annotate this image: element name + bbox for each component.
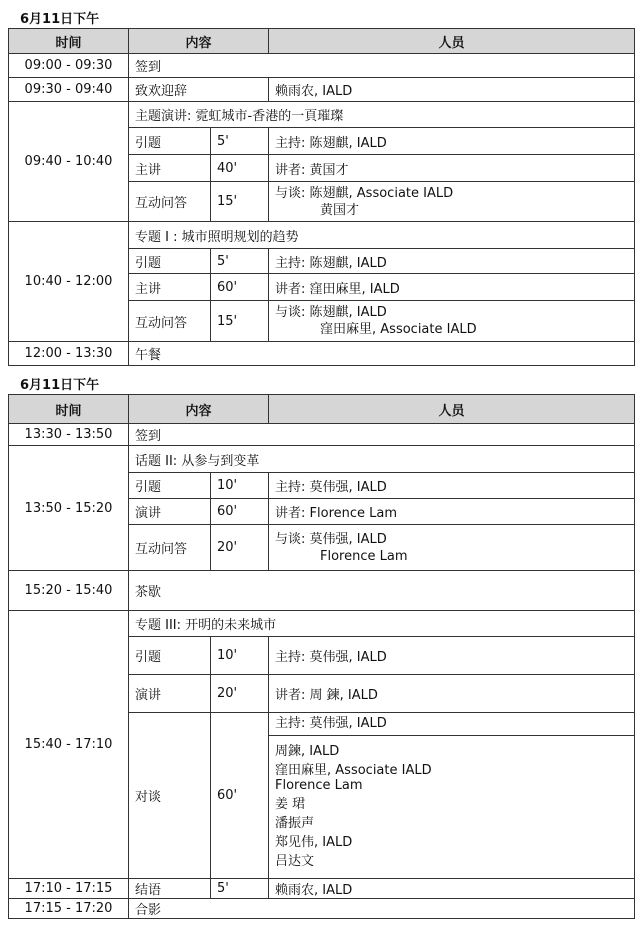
item-cell: 引题 xyxy=(129,249,211,274)
people-cell: 主持: 陈翅麒, IALD xyxy=(269,128,635,155)
panel-list xyxy=(269,736,634,869)
people-cell xyxy=(269,301,635,342)
content-cell: 合影 xyxy=(129,899,635,919)
item-cell: 演讲 xyxy=(129,675,211,713)
schedule-table-afternoon xyxy=(8,394,635,919)
duration-cell: 5' xyxy=(211,128,269,155)
block-title-cell: 专题 I : 城市照明规划的趋势 xyxy=(129,222,635,249)
table-row xyxy=(9,899,635,919)
schedule-table-morning xyxy=(8,28,635,366)
item-cell: 互动问答 xyxy=(129,525,211,571)
table-row xyxy=(9,78,635,102)
section-title: 6月11日下午 xyxy=(20,12,100,27)
content-cell: 签到 xyxy=(129,54,635,78)
item-cell: 引题 xyxy=(129,128,211,155)
duration-cell: 60' xyxy=(211,274,269,301)
time-cell: 17:10 - 17:15 xyxy=(9,879,129,899)
duration-cell: 5' xyxy=(211,249,269,274)
content-cell: 签到 xyxy=(129,424,635,446)
table-header-row xyxy=(9,395,635,424)
people-cell: 讲者: 周 鍊, IALD xyxy=(269,675,635,713)
time-cell: 09:30 - 09:40 xyxy=(9,78,129,102)
content-header: 内容 xyxy=(129,29,269,54)
duration-cell: 10' xyxy=(211,637,269,675)
table-row xyxy=(9,571,635,611)
item-cell: 结语 xyxy=(129,879,211,899)
people-cell: 赖雨农, IALD xyxy=(269,879,635,899)
people-line: 窪田麻里, Associate IALD xyxy=(320,322,477,337)
people-cell: 讲者: 黄国才 xyxy=(269,155,635,182)
table-row xyxy=(9,879,635,899)
people-line: 与谈: 陈翅麒, Associate IALD xyxy=(275,185,454,201)
people-line: 与谈: 莫伟强, IALD xyxy=(275,531,387,547)
duration-cell: 5' xyxy=(211,879,269,899)
people-cell xyxy=(269,182,635,222)
panelist: Florence Lam xyxy=(275,778,363,793)
time-cell: 13:50 - 15:20 xyxy=(9,446,129,571)
time-cell: 17:15 - 17:20 xyxy=(9,899,129,919)
content-header: 内容 xyxy=(129,395,269,424)
duration-cell: 15' xyxy=(211,182,269,222)
time-cell: 15:40 - 17:10 xyxy=(9,611,129,879)
people-cell: 讲者: 窪田麻里, IALD xyxy=(269,274,635,301)
content-cell: 午餐 xyxy=(129,342,635,366)
time-header: 时间 xyxy=(9,29,129,54)
time-cell: 15:20 - 15:40 xyxy=(9,571,129,611)
people-cell: 赖雨农, IALD xyxy=(269,78,635,102)
item-cell: 演讲 xyxy=(129,499,211,525)
people-cell: 主持: 莫伟强, IALD xyxy=(269,637,635,675)
people-cell: 讲者: Florence Lam xyxy=(269,499,635,525)
time-cell: 12:00 - 13:30 xyxy=(9,342,129,366)
table-header-row xyxy=(9,29,635,54)
content-cell: 致欢迎辞 xyxy=(129,78,269,102)
block-title-cell: 话题 II: 从参与到变革 xyxy=(129,446,635,473)
panelist: 周鍊, IALD xyxy=(275,744,340,759)
item-cell: 对谈 xyxy=(129,713,211,879)
section-title: 6月11日下午 xyxy=(20,378,100,393)
people-header: 人员 xyxy=(269,29,635,54)
item-cell: 主讲 xyxy=(129,155,211,182)
duration-cell: 40' xyxy=(211,155,269,182)
block-title-cell: 专题 III: 开明的未来城市 xyxy=(129,611,635,637)
table-row xyxy=(9,446,635,473)
people-line: 与谈: 陈翅麒, IALD xyxy=(275,305,387,320)
talk-people-cell xyxy=(269,713,635,879)
people-header: 人员 xyxy=(269,395,635,424)
table-row xyxy=(9,611,635,637)
time-cell: 13:30 - 13:50 xyxy=(9,424,129,446)
block-title-cell: 主题演讲: 霓虹城市-香港的一頁璀璨 xyxy=(129,102,635,128)
people-line: Florence Lam xyxy=(320,548,408,564)
panelist: 郑见伟, IALD xyxy=(275,835,353,850)
item-cell: 引题 xyxy=(129,637,211,675)
people-cell: 主持: 陈翅麒, IALD xyxy=(269,249,635,274)
time-cell: 10:40 - 12:00 xyxy=(9,222,129,342)
time-cell: 09:40 - 10:40 xyxy=(9,102,129,222)
duration-cell: 20' xyxy=(211,675,269,713)
table-row xyxy=(9,342,635,366)
table-row xyxy=(9,222,635,249)
table-row xyxy=(9,54,635,78)
item-cell: 互动问答 xyxy=(129,182,211,222)
item-cell: 互动问答 xyxy=(129,301,211,342)
table-row xyxy=(9,424,635,446)
people-cell: 主持: 莫伟强, IALD xyxy=(269,473,635,499)
duration-cell: 60' xyxy=(211,499,269,525)
panelist: 潘振声 xyxy=(275,816,315,831)
item-cell: 主讲 xyxy=(129,274,211,301)
duration-cell: 15' xyxy=(211,301,269,342)
table-row xyxy=(9,102,635,128)
talk-host: 主持: 莫伟强, IALD xyxy=(269,713,634,736)
panelist: 窪田麻里, Associate IALD xyxy=(275,763,432,778)
time-cell: 09:00 - 09:30 xyxy=(9,54,129,78)
people-cell xyxy=(269,525,635,571)
duration-cell: 20' xyxy=(211,525,269,571)
duration-cell: 10' xyxy=(211,473,269,499)
panelist: 吕达文 xyxy=(275,854,315,869)
item-cell: 引题 xyxy=(129,473,211,499)
panelist: 姜 珺 xyxy=(275,797,306,812)
content-cell: 茶歇 xyxy=(129,571,635,611)
time-header: 时间 xyxy=(9,395,129,424)
people-line: 黄国才 xyxy=(320,202,360,218)
duration-cell: 60' xyxy=(211,713,269,879)
